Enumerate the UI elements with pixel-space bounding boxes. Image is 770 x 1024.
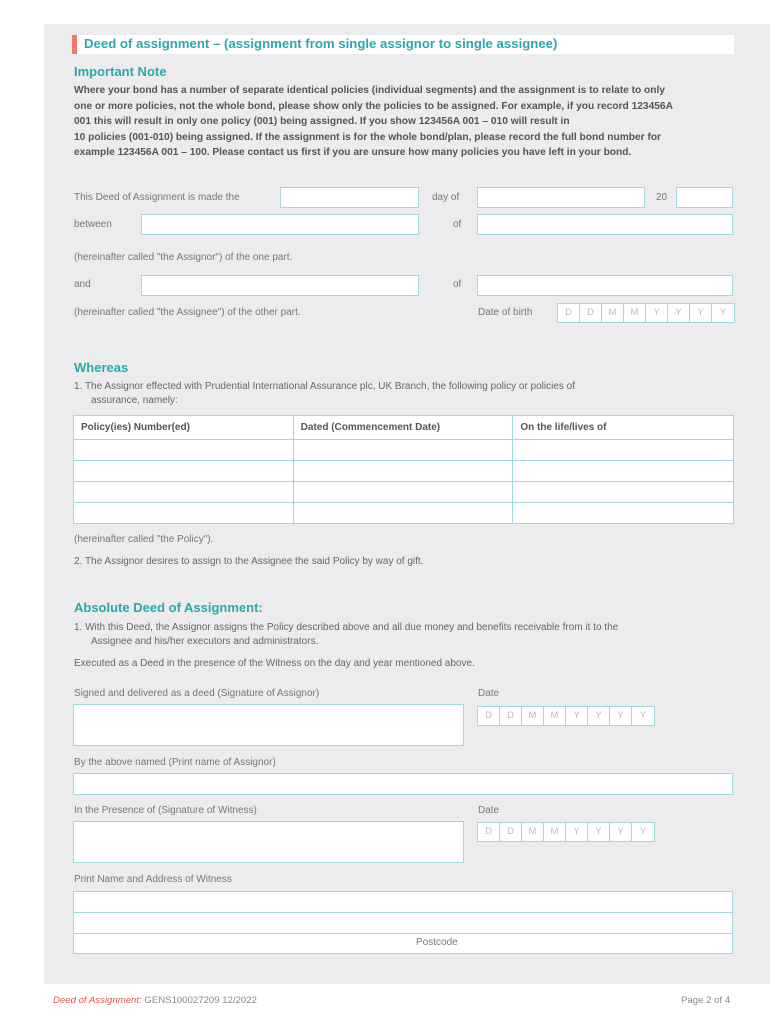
assignee-note: (hereinafter called "the Assignee") of the other part. (74, 307, 301, 318)
day-input[interactable] (280, 187, 419, 208)
table-cell[interactable] (74, 440, 294, 461)
table-row (74, 503, 734, 524)
table-row (74, 482, 734, 503)
table-cell[interactable] (74, 503, 294, 524)
made-the-label: This Deed of Assignment is made the (74, 192, 240, 203)
page-number: Page 2 of 4 (681, 995, 731, 1006)
table-cell[interactable] (293, 503, 513, 524)
header-accent (72, 35, 77, 54)
policy-table (73, 415, 734, 524)
policy-note: (hereinafter called "the Policy"). (74, 534, 214, 545)
footer-doc-info: Deed of Assignment: GENS100027209 12/2022 (53, 995, 257, 1006)
date-of-birth-label: Date of birth (478, 307, 533, 318)
table-cell[interactable] (293, 440, 513, 461)
witness-address-input[interactable] (73, 912, 733, 934)
important-note-title: Important Note (74, 64, 167, 79)
whereas-item-1: 1. The Assignor effected with Prudential International Assurance plc, UK Branch, the following policy or policies of assurance, namely: (74, 381, 576, 406)
assignee-address-input[interactable] (477, 275, 733, 296)
witness-signature-label: In the Presence of (Signature of Witness) (74, 805, 257, 816)
table-row (74, 440, 734, 461)
assignor-signature-box[interactable] (73, 704, 464, 746)
absolute-deed-title: Absolute Deed of Assignment: (74, 600, 263, 615)
assignor-date-input[interactable]: D D M M Y Y Y Y (477, 706, 655, 726)
policy-table-header (74, 416, 734, 440)
assignor-date-label: Date (478, 688, 500, 699)
table-row (74, 461, 734, 482)
witness-date-input[interactable]: D D M M Y Y Y Y (477, 822, 655, 842)
assignor-of-label: of (453, 219, 462, 230)
witness-date-label: Date (478, 805, 500, 816)
assignee-name-input[interactable] (141, 275, 419, 296)
life-assured-header: On the life/lives of (513, 416, 734, 440)
table-cell[interactable] (293, 482, 513, 503)
between-label: between (74, 219, 112, 230)
table-cell[interactable] (513, 482, 734, 503)
table-cell[interactable] (513, 440, 734, 461)
whereas-title: Whereas (74, 360, 129, 375)
footer-doc-code: GENS100027209 12/2022 (144, 995, 257, 1006)
assignee-of-label: of (453, 279, 462, 290)
table-cell[interactable] (293, 461, 513, 482)
witness-postcode-input[interactable] (73, 933, 733, 954)
witness-name-input[interactable] (73, 891, 733, 913)
assignor-note: (hereinafter called "the Assignor") of the one part. (74, 252, 293, 263)
footer-doc-name: Deed of Assignment (53, 995, 140, 1006)
date-of-birth-input[interactable]: D D M M Y Y Y Y (557, 303, 735, 323)
commencement-date-header: Dated (Commencement Date) (293, 416, 513, 440)
whereas-item-2: 2. The Assignor desires to assign to the Assignee the said Policy by way of gift. (74, 556, 424, 567)
table-cell[interactable] (74, 482, 294, 503)
day-of-label: day of (432, 192, 460, 203)
absolute-item-1: 1. With this Deed, the Assignor assigns the Policy described above and all due money and benefits receivable from it to the Assignee and his/her executors and administrators. (74, 622, 619, 647)
assignor-signature-label: Signed and delivered as a deed (Signature of Assignor) (74, 688, 320, 699)
assignor-address-input[interactable] (477, 214, 733, 235)
postcode-label: Postcode (416, 937, 458, 948)
important-note-text: Where your bond has a number of separate identical policies (individual segments) and the assignment is to relate to only one or more policies, not the whole bond, please show only the policies to be assigned. For example, if you record 123456A 001 this will result in only one policy (001) being assigned. If you show 123456A 001 – 010 will result in 10 policies (001-010) being assigned. If the assignment is for the whole bond/plan, please record the full bond number for example 123456A 001 – 100. Please contact us first if you are unsure how many policies you have left in your bond. (74, 85, 673, 159)
table-cell[interactable] (513, 503, 734, 524)
table-cell[interactable] (74, 461, 294, 482)
table-cell[interactable] (513, 461, 734, 482)
witness-signature-box[interactable] (73, 821, 464, 863)
and-label: and (74, 279, 91, 290)
assignor-print-name-input[interactable] (73, 773, 733, 795)
page-title: Deed of assignment – (assignment from single assignor to single assignee) (84, 36, 558, 51)
executed-text: Executed as a Deed in the presence of the Witness on the day and year mentioned above. (74, 658, 475, 669)
year-prefix-label: 20 (656, 192, 668, 203)
witness-print-label: Print Name and Address of Witness (74, 874, 232, 885)
month-input[interactable] (477, 187, 645, 208)
policy-number-header: Policy(ies) Number(ed) (74, 416, 294, 440)
year-input[interactable] (676, 187, 733, 208)
assignor-name-input[interactable] (141, 214, 419, 235)
assignor-print-name-label: By the above named (Print name of Assignor) (74, 757, 276, 768)
